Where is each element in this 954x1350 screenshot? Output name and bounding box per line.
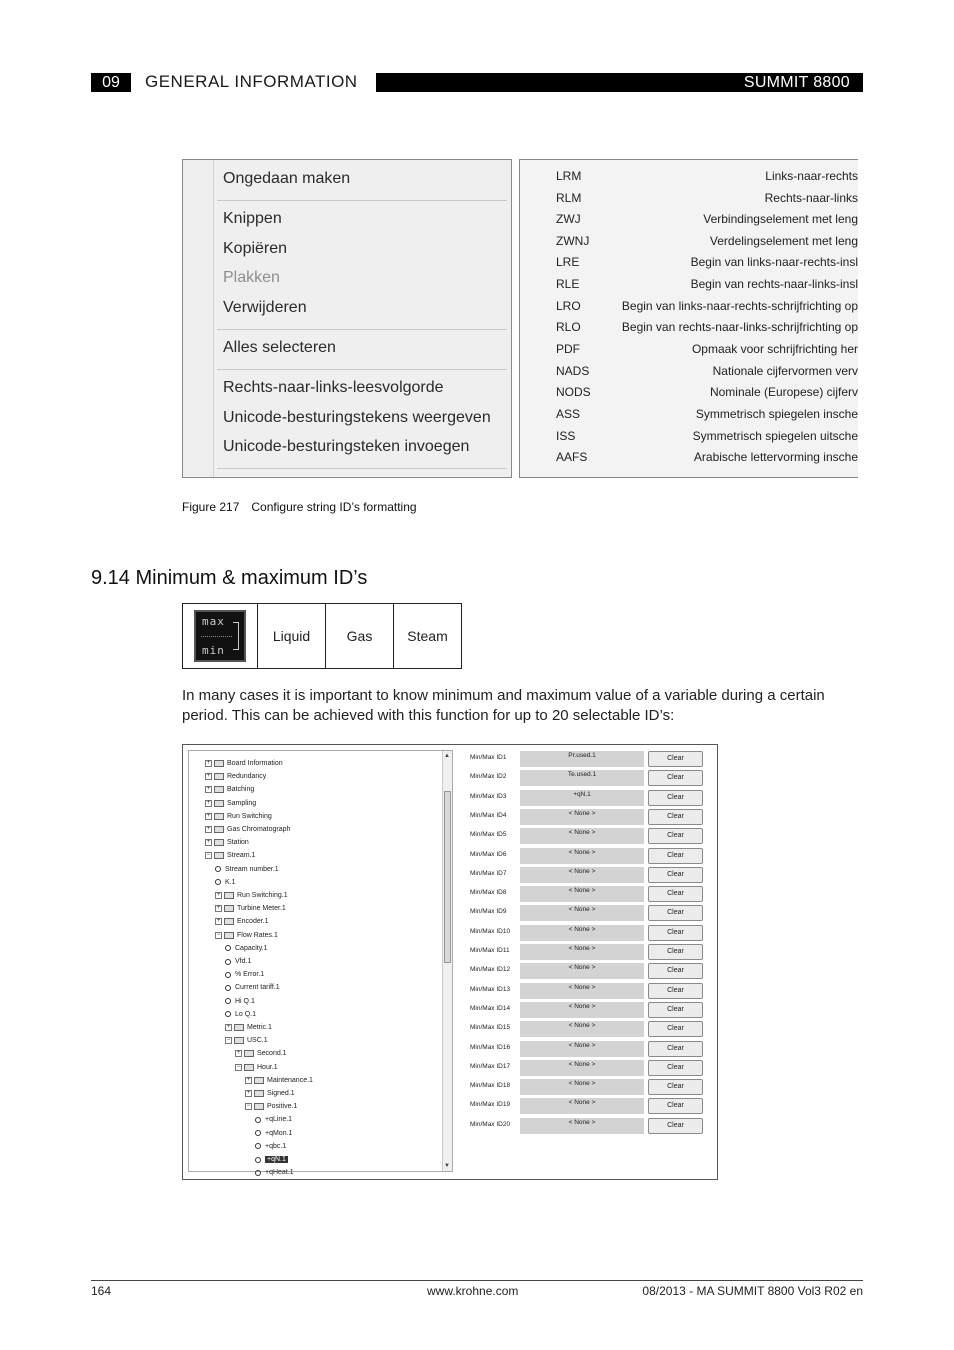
submenu-item[interactable]: [520, 274, 858, 294]
menu-separator: [217, 369, 507, 370]
clear-button[interactable]: Clear: [648, 809, 703, 825]
minmax-id-field[interactable]: < None >: [520, 1098, 644, 1114]
tree-node-label: % Error.1: [235, 971, 265, 979]
tree-folder-node[interactable]: [235, 1061, 278, 1074]
tree-node-label: Hi Q.1: [235, 997, 255, 1005]
minmax-id-field[interactable]: < None >: [520, 905, 644, 921]
collapse-icon[interactable]: −: [206, 852, 211, 859]
tree-node-label: Run Switching: [227, 812, 272, 820]
clear-button[interactable]: Clear: [648, 905, 703, 921]
folder-icon: [254, 1077, 264, 1084]
tree-folder-node[interactable]: [235, 1047, 287, 1060]
collapse-icon[interactable]: −: [216, 931, 221, 938]
folder-icon: [214, 826, 224, 833]
clear-button[interactable]: Clear: [648, 848, 703, 864]
tree-folder-node[interactable]: [205, 783, 254, 796]
variable-node-icon: [225, 972, 231, 978]
minmax-id-label: Min/Max ID2: [470, 773, 507, 781]
applicability-steam: Steam: [393, 604, 461, 668]
tree-node-label: Stream number.1: [225, 865, 279, 873]
minmax-id-field[interactable]: < None >: [520, 1060, 644, 1076]
clear-button[interactable]: Clear: [648, 963, 703, 979]
tree-folder-node[interactable]: [225, 1034, 268, 1047]
variable-node-icon: [225, 985, 231, 991]
minmax-id-label: Min/Max ID9: [470, 908, 507, 916]
minmax-id-field[interactable]: < None >: [520, 1118, 644, 1134]
tree-node-label: Run Switching.1: [237, 892, 288, 899]
body-paragraph: In many cases it is important to know minimum and maximum value of a variable during a certain period. This can be achieved with this function for up to 20 selectable ID’s:: [182, 687, 825, 724]
menu-item-delete[interactable]: Verwijderen: [223, 299, 307, 316]
clear-button[interactable]: Clear: [648, 828, 703, 844]
folder-icon: [214, 839, 224, 846]
minmax-id-field[interactable]: Te.used.1: [520, 770, 644, 786]
folder-icon: [214, 760, 224, 767]
minmax-id-label: Min/Max ID5: [470, 831, 507, 839]
control-code: PDF: [556, 342, 580, 356]
tree-node-label: Station: [227, 839, 249, 847]
folder-icon: [214, 800, 224, 807]
minmax-id-label: Min/Max ID11: [470, 947, 510, 954]
clear-button[interactable]: Clear: [648, 1098, 703, 1114]
folder-icon: [214, 773, 224, 780]
expand-icon[interactable]: +: [216, 905, 221, 912]
tree-leaf-node[interactable]: [225, 955, 251, 968]
expand-icon[interactable]: +: [206, 799, 211, 806]
tree-node-label: +qHeat.1: [265, 1169, 294, 1177]
control-code: RLM: [556, 191, 582, 205]
variable-node-icon: [225, 1011, 231, 1017]
clear-button[interactable]: Clear: [648, 1118, 703, 1134]
scroll-thumb[interactable]: [444, 791, 451, 963]
expand-icon[interactable]: +: [246, 1076, 251, 1083]
folder-icon: [224, 932, 234, 939]
tree-node-label: Lo Q.1: [235, 1010, 257, 1018]
clear-button[interactable]: Clear: [648, 925, 703, 941]
tree-folder-node[interactable]: [245, 1087, 295, 1100]
minmax-id-field[interactable]: < None >: [520, 925, 644, 941]
folder-icon: [224, 918, 234, 925]
collapse-icon[interactable]: −: [246, 1103, 251, 1110]
minmax-config-screenshot: [182, 744, 718, 1180]
control-code: LRO: [556, 299, 581, 313]
clear-button[interactable]: Clear: [648, 1002, 703, 1018]
minmax-id-label: Min/Max ID17: [470, 1062, 511, 1070]
minmax-id-field[interactable]: < None >: [520, 809, 644, 825]
minmax-id-label: Min/Max ID4: [470, 811, 507, 819]
minmax-id-label: Min/Max ID19: [470, 1101, 511, 1109]
control-desc: Begin van links-naar-rechts-schrijfrichting op: [621, 299, 858, 313]
expand-icon[interactable]: +: [206, 760, 211, 766]
control-desc: Arabische lettervorming insche: [693, 450, 858, 464]
control-desc: Nominale (Europese) cijferv: [709, 385, 858, 399]
menu-separator: [217, 200, 507, 201]
chapter-title: GENERAL INFORMATION: [145, 72, 358, 91]
folder-icon: [214, 852, 224, 859]
tree-leaf-node[interactable]: [215, 863, 279, 876]
folder-icon: [214, 786, 224, 793]
variable-node-icon: [225, 945, 231, 951]
clear-button[interactable]: Clear: [648, 886, 703, 902]
tree-node-label: USC.1: [247, 1037, 268, 1045]
min-max-icon: [194, 610, 246, 662]
control-code: ZWJ: [556, 212, 581, 226]
variable-node-icon: [215, 879, 221, 885]
control-desc: Symmetrisch spiegelen insche: [695, 407, 858, 421]
control-desc: Links-naar-rechts: [765, 169, 858, 183]
tree-node-label: Redundancy: [227, 773, 267, 781]
tree-leaf-node[interactable]: [255, 1166, 294, 1179]
control-code: NODS: [556, 385, 591, 399]
figure-caption: [182, 500, 417, 514]
minmax-id-label: Min/Max ID8: [470, 889, 507, 897]
icon-bracket: [233, 622, 239, 650]
applicability-liquid: Liquid: [257, 604, 325, 668]
variable-node-icon: [255, 1130, 261, 1136]
tree-leaf-node[interactable]: [225, 968, 264, 981]
control-code: NADS: [556, 364, 590, 378]
expand-icon[interactable]: +: [216, 892, 221, 898]
folder-icon: [224, 905, 234, 912]
minmax-id-field[interactable]: < None >: [520, 848, 644, 864]
figure-title: Configure string ID’s formatting: [251, 500, 417, 514]
footer-website: www.krohne.com: [427, 1284, 519, 1298]
tree-folder-node[interactable]: [215, 889, 288, 902]
tree-folder-node[interactable]: [205, 823, 290, 836]
control-desc: Verbindingselement met leng: [703, 212, 858, 226]
icon-max-text: max: [202, 615, 225, 628]
tree-leaf-node[interactable]: [215, 876, 236, 889]
submenu-item[interactable]: [520, 447, 858, 467]
id-tree-view: [188, 750, 453, 1177]
tree-node-label: Batching: [227, 786, 255, 794]
tree-node-label: Hour.1: [257, 1063, 278, 1071]
submenu-item[interactable]: [520, 188, 858, 208]
submenu-item[interactable]: [520, 231, 858, 251]
submenu-item[interactable]: [520, 209, 858, 229]
folder-icon: [254, 1090, 264, 1097]
tree-folder-node[interactable]: [225, 1021, 272, 1034]
applicability-table: [182, 603, 462, 669]
clear-button[interactable]: Clear: [648, 1079, 703, 1095]
minmax-id-field[interactable]: < None >: [520, 886, 644, 902]
tree-node-label: Positive.1: [267, 1103, 298, 1111]
tree-node-label: Flow Rates.1: [237, 931, 278, 939]
folder-icon: [254, 1103, 264, 1110]
variable-node-icon: [255, 1143, 261, 1149]
tree-node-label: Signed.1: [267, 1090, 295, 1097]
submenu-item[interactable]: [520, 426, 858, 446]
control-desc: Opmaak voor schrijfrichting her: [691, 342, 858, 356]
submenu-item[interactable]: [520, 317, 858, 337]
minmax-id-label: Min/Max ID20: [470, 1120, 511, 1128]
control-desc: Begin van links-naar-rechts-insl: [690, 255, 858, 269]
clear-button[interactable]: Clear: [648, 790, 703, 806]
tree-folder-node[interactable]: [245, 1100, 297, 1113]
control-code: LRM: [556, 169, 582, 183]
tree-node-label: Stream.1: [227, 852, 256, 860]
control-code: AAFS: [556, 450, 588, 464]
tree-leaf-node[interactable]: [255, 1113, 292, 1126]
menu-item-copy[interactable]: Kopiëren: [223, 240, 288, 257]
tree-node-label: +qMon.1: [265, 1129, 293, 1137]
tree-node-label: +qbc.1: [265, 1142, 287, 1150]
minmax-id-field[interactable]: < None >: [520, 1041, 644, 1057]
tree-node-label: Current tariff.1: [235, 984, 280, 992]
footer-document-id: 08/2013 - MA SUMMIT 8800 Vol3 R02 en: [642, 1284, 863, 1298]
variable-node-icon: [225, 959, 231, 965]
menu-item-insert-unicode[interactable]: Unicode-besturingsteken invoegen: [223, 438, 470, 455]
minmax-id-field[interactable]: < None >: [520, 963, 644, 979]
context-menu-screenshot: [182, 159, 512, 478]
footer-rule: [91, 1280, 863, 1281]
tree-leaf-node[interactable]: [255, 1127, 292, 1140]
control-code: ISS: [556, 429, 576, 443]
minmax-id-label: Min/Max ID12: [470, 966, 511, 974]
control-code: ZWNJ: [556, 234, 590, 248]
minmax-id-field[interactable]: < None >: [520, 944, 644, 960]
minmax-id-field[interactable]: < None >: [520, 867, 644, 883]
icon-min-text: min: [202, 644, 225, 657]
folder-icon: [234, 1037, 244, 1044]
menu-gutter: [213, 160, 214, 477]
control-code: ASS: [556, 407, 581, 421]
clear-button[interactable]: Clear: [648, 983, 703, 999]
tree-folder-node[interactable]: [215, 929, 278, 942]
expand-icon[interactable]: +: [206, 786, 211, 793]
tree-node-label: Gas Chromatograph: [227, 826, 291, 833]
menu-separator: [217, 468, 507, 469]
clear-button[interactable]: Clear: [648, 1021, 703, 1037]
minmax-id-label: Min/Max ID14: [470, 1004, 511, 1012]
submenu-item[interactable]: [520, 252, 858, 272]
tree-scrollbar[interactable]: [442, 751, 452, 1171]
minmax-id-label: Min/Max ID1: [470, 754, 507, 761]
tree-node-label: Encoder.1: [237, 918, 269, 926]
clear-button[interactable]: Clear: [648, 1060, 703, 1076]
tree-node-label: Sampling: [227, 799, 257, 807]
tree-folder-node[interactable]: [205, 797, 256, 810]
clear-button[interactable]: Clear: [648, 751, 703, 767]
tree-folder-node[interactable]: [205, 757, 283, 770]
tree-leaf-node[interactable]: [255, 1153, 288, 1166]
submenu-item[interactable]: [520, 339, 858, 359]
tree-node-label: Metric.1: [247, 1024, 272, 1031]
applicability-icon-cell: [183, 604, 257, 668]
tree-node-label: Second.1: [257, 1050, 287, 1058]
expand-icon[interactable]: +: [246, 1090, 251, 1096]
minmax-id-label: Min/Max ID7: [470, 869, 507, 877]
menu-item-rtl-reading[interactable]: Rechts-naar-links-leesvolgorde: [223, 379, 444, 396]
icon-dotted-line: [201, 636, 232, 637]
tree-leaf-node[interactable]: [225, 981, 280, 994]
expand-icon[interactable]: +: [206, 812, 211, 819]
tree-leaf-node[interactable]: [225, 1008, 256, 1021]
variable-node-icon: [255, 1170, 261, 1176]
submenu-item[interactable]: [520, 361, 858, 381]
variable-node-icon: [255, 1157, 261, 1163]
menu-item-cut[interactable]: Knippen: [223, 210, 282, 227]
control-code: RLE: [556, 277, 580, 291]
control-desc: Begin van rechts-naar-links-schrijfrichting op: [621, 320, 858, 334]
variable-node-icon: [215, 866, 221, 872]
folder-icon: [234, 1024, 244, 1031]
tree-node-label: Vfd.1: [235, 958, 252, 965]
minmax-id-label: Min/Max ID16: [470, 1043, 511, 1051]
tree-folder-node[interactable]: [205, 810, 272, 823]
tree-leaf-node[interactable]: [225, 942, 268, 955]
tree-folder-node[interactable]: [215, 902, 286, 915]
minmax-id-field[interactable]: < None >: [520, 828, 644, 844]
tree-folder-node[interactable]: [205, 849, 255, 862]
tree-folder-node[interactable]: [245, 1074, 313, 1087]
folder-icon: [214, 813, 224, 820]
menu-item-paste: Plakken: [223, 269, 280, 286]
expand-icon[interactable]: +: [236, 1050, 241, 1057]
clear-button[interactable]: Clear: [648, 1041, 703, 1057]
submenu-item[interactable]: [520, 296, 858, 316]
minmax-id-label: Min/Max ID18: [470, 1082, 511, 1090]
submenu-item[interactable]: [520, 382, 858, 402]
menu-item-undo[interactable]: Ongedaan maken: [223, 170, 351, 187]
tree-leaf-node[interactable]: [255, 1140, 286, 1153]
clear-button[interactable]: Clear: [648, 770, 703, 786]
section-heading: 9.14 Minimum & maximum ID’s: [91, 567, 368, 589]
control-desc: Begin van rechts-naar-links-insl: [690, 277, 858, 291]
figure-label: Figure 217: [182, 500, 240, 514]
variable-node-icon: [225, 998, 231, 1004]
clear-button[interactable]: Clear: [648, 867, 703, 883]
menu-item-show-unicode[interactable]: Unicode-besturingstekens weergeven: [223, 409, 491, 426]
menu-item-select-all[interactable]: Alles selecteren: [223, 339, 336, 356]
tree-node-label: Board Information: [227, 760, 283, 767]
tree-node-label: +qLine.1: [265, 1116, 293, 1124]
unicode-submenu-screenshot: [519, 159, 858, 478]
control-desc: Rechts-naar-links: [764, 191, 858, 205]
tree-node-label: +qN.1: [267, 1156, 286, 1163]
collapse-icon[interactable]: −: [226, 1037, 231, 1044]
page-number: 164: [91, 1284, 112, 1298]
folder-icon: [224, 892, 234, 899]
tree-node-label: Maintenance.1: [267, 1076, 313, 1084]
expand-icon[interactable]: +: [216, 918, 221, 925]
control-desc: Verdelingselement met leng: [709, 234, 858, 248]
menu-separator: [217, 329, 507, 330]
variable-node-icon: [255, 1117, 261, 1123]
submenu-item[interactable]: [520, 166, 858, 186]
tree-folder-node[interactable]: [205, 770, 266, 783]
control-desc: Nationale cijfervormen verv: [712, 364, 858, 378]
tree-leaf-node[interactable]: [225, 995, 255, 1008]
minmax-id-field[interactable]: < None >: [520, 1021, 644, 1037]
chapter-number: 09: [91, 73, 131, 92]
control-desc: Symmetrisch spiegelen uitsche: [692, 429, 858, 443]
minmax-id-label: Min/Max ID10: [470, 927, 511, 935]
expand-icon[interactable]: +: [226, 1024, 231, 1030]
minmax-id-field[interactable]: < None >: [520, 1002, 644, 1018]
submenu-item[interactable]: [520, 404, 858, 424]
expand-icon[interactable]: +: [206, 839, 211, 846]
expand-icon[interactable]: +: [206, 826, 211, 832]
collapse-icon[interactable]: −: [236, 1063, 241, 1070]
tree-folder-node[interactable]: [205, 836, 249, 849]
minmax-id-field[interactable]: +qN.1: [520, 790, 644, 806]
minmax-id-label: Min/Max ID15: [470, 1024, 511, 1032]
tree-node-label: Turbine Meter.1: [237, 905, 286, 913]
minmax-id-label: Min/Max ID6: [470, 850, 507, 858]
minmax-id-field[interactable]: Pr.used.1: [520, 751, 644, 767]
applicability-gas: Gas: [325, 604, 393, 668]
clear-button[interactable]: Clear: [648, 944, 703, 960]
tree-node-label: Capacity.1: [235, 944, 268, 952]
folder-icon: [244, 1064, 254, 1071]
scroll-up-icon[interactable]: ▲: [444, 753, 450, 759]
tree-node-label: K.1: [225, 878, 236, 886]
control-code: RLO: [556, 320, 581, 334]
expand-icon[interactable]: +: [206, 773, 211, 780]
minmax-id-field[interactable]: < None >: [520, 983, 644, 999]
folder-icon: [244, 1050, 254, 1057]
scroll-down-icon[interactable]: ▼: [444, 1163, 450, 1169]
product-name: SUMMIT 8800: [743, 74, 850, 91]
minmax-id-field[interactable]: < None >: [520, 1079, 644, 1095]
control-code: LRE: [556, 255, 580, 269]
minmax-id-label: Min/Max ID13: [470, 985, 511, 993]
minmax-id-label: Min/Max ID3: [470, 792, 507, 800]
tree-folder-node[interactable]: [215, 915, 269, 928]
